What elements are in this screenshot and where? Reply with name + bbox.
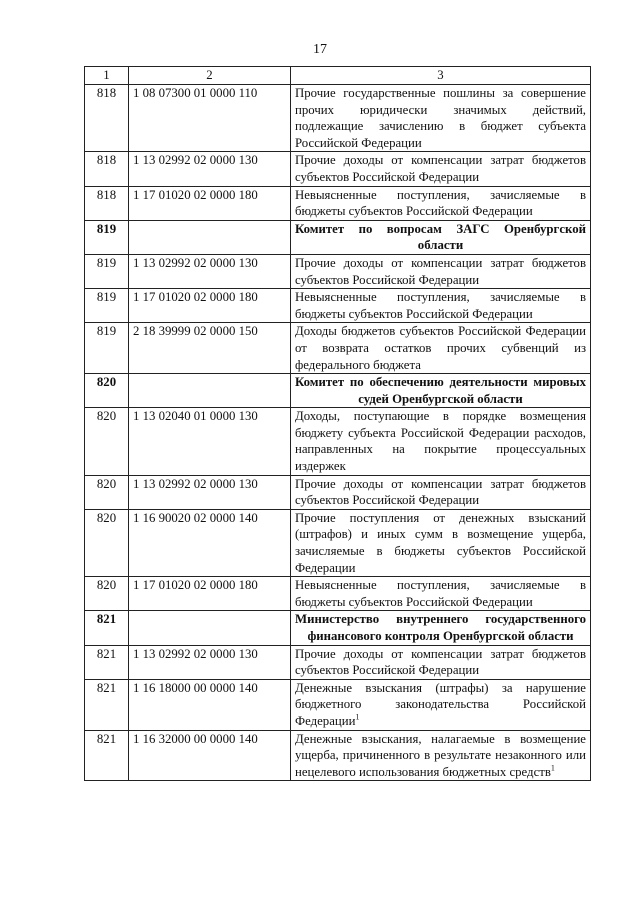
table-row [85, 475, 591, 509]
revenue-code-cell: 1 17 01020 02 0000 180 [129, 577, 291, 611]
administrator-code-cell: 819 [85, 289, 129, 323]
page-number: 17 [313, 42, 327, 57]
revenue-code-cell: 1 13 02992 02 0000 130 [129, 152, 291, 186]
revenue-code-cell: 1 13 02992 02 0000 130 [129, 475, 291, 509]
column-header-3: 3 [291, 67, 591, 85]
revenue-name-text: Денежные взыскания, налагаемые в возмещение ущерба, причиненного в результате незаконного или нецелевого использования бюджетных средств [295, 731, 586, 779]
revenue-name-text: Прочие доходы от компенсации затрат бюджетов субъектов Российской Федерации [295, 646, 586, 678]
administrator-code-cell: 821 [85, 679, 129, 730]
revenue-name-cell [291, 730, 591, 781]
administrator-heading-row [85, 611, 591, 645]
revenue-name-text: Прочие поступления от денежных взысканий (штрафов) и иных сумм в возмещение ущерба, зачисляемые в бюджеты субъектов Российской Федерации [295, 510, 586, 575]
table-row [85, 408, 591, 475]
revenue-name-cell [291, 85, 591, 152]
column-numbers-row [85, 67, 591, 85]
revenue-name-cell [291, 289, 591, 323]
revenue-name-text: Прочие государственные пошлины за совершение прочих юридически значимых действий, подлежащие зачислению в бюджет субъекта Российской Федерации [295, 86, 586, 150]
administrator-code-cell: 821 [85, 611, 129, 645]
administrator-code-cell: 819 [85, 323, 129, 374]
revenue-code-cell: 1 16 90020 02 0000 140 [129, 509, 291, 576]
revenue-name-text: Невыясненные поступления, зачисляемые в бюджеты субъектов Российской Федерации [295, 578, 586, 609]
table-row [85, 323, 591, 374]
table-row [85, 289, 591, 323]
footnote-marker: 1 [550, 763, 555, 773]
revenue-name-text: Министерство внутреннего государственного финансового контроля Оренбургской области [295, 612, 586, 643]
table-row [85, 730, 591, 781]
revenue-code-cell: 1 08 07300 01 0000 110 [129, 85, 291, 152]
revenue-code-cell [129, 374, 291, 408]
revenue-code-cell [129, 611, 291, 645]
administrator-code-cell: 819 [85, 220, 129, 254]
revenue-name-text: Прочие доходы от компенсации затрат бюджетов субъектов Российской Федерации [295, 476, 586, 508]
column-header-2: 2 [129, 67, 291, 85]
administrator-heading-row [85, 374, 591, 408]
table-row [85, 577, 591, 611]
revenue-name-cell [291, 577, 591, 611]
revenue-name-cell [291, 679, 591, 730]
administrator-code-cell: 818 [85, 85, 129, 152]
revenue-name-text: Прочие доходы от компенсации затрат бюджетов субъектов Российской Федерации [295, 255, 586, 287]
revenue-code-cell: 1 16 18000 00 0000 140 [129, 679, 291, 730]
administrator-code-cell: 821 [85, 730, 129, 781]
footnote-marker: 1 [355, 712, 360, 722]
revenue-name-cell [291, 220, 591, 254]
column-header-1: 1 [85, 67, 129, 85]
administrator-code-cell: 819 [85, 254, 129, 288]
table-body [85, 85, 591, 781]
revenue-name-text: Прочие доходы от компенсации затрат бюджетов субъектов Российской Федерации [295, 153, 586, 184]
table-row [85, 645, 591, 679]
table-header [85, 67, 591, 85]
revenue-name-cell [291, 254, 591, 288]
administrator-code-cell: 818 [85, 186, 129, 220]
revenue-name-text: Денежные взыскания (штрафы) за нарушение бюджетного законодательства Российской Федерации [295, 680, 586, 728]
administrator-code-cell: 818 [85, 152, 129, 186]
revenue-codes-table [84, 66, 591, 781]
revenue-name-text: Невыясненные поступления, зачисляемые в бюджеты субъектов Российской Федерации [295, 187, 586, 219]
revenue-name-cell [291, 374, 591, 408]
table-row [85, 254, 591, 288]
revenue-code-cell: 1 13 02992 02 0000 130 [129, 645, 291, 679]
table-row [85, 152, 591, 186]
revenue-code-cell [129, 220, 291, 254]
revenue-name-cell [291, 323, 591, 374]
revenue-name-text: Комитет по вопросам ЗАГС Оренбургской области [295, 221, 586, 253]
revenue-name-cell [291, 408, 591, 475]
revenue-name-cell [291, 186, 591, 220]
revenue-name-cell [291, 475, 591, 509]
administrator-code-cell: 820 [85, 374, 129, 408]
table-row [85, 509, 591, 576]
revenue-name-cell [291, 645, 591, 679]
table-row [85, 85, 591, 152]
administrator-code-cell: 820 [85, 509, 129, 576]
revenue-code-cell: 1 13 02040 01 0000 130 [129, 408, 291, 475]
administrator-code-cell: 821 [85, 645, 129, 679]
revenue-name-cell [291, 509, 591, 576]
revenue-code-cell: 1 17 01020 02 0000 180 [129, 289, 291, 323]
revenue-name-text: Доходы, поступающие в порядке возмещения бюджету субъекта Российской Федерации расходов, направленных на покрытие процессуальных издержек [295, 409, 586, 474]
administrator-code-cell: 820 [85, 408, 129, 475]
revenue-code-cell: 1 16 32000 00 0000 140 [129, 730, 291, 781]
administrator-heading-row [85, 220, 591, 254]
revenue-code-cell: 1 13 02992 02 0000 130 [129, 254, 291, 288]
revenue-name-text: Невыясненные поступления, зачисляемые в бюджеты субъектов Российской Федерации [295, 290, 586, 321]
revenue-name-text: Комитет по обеспечению деятельности мировых судей Оренбургской области [295, 375, 586, 406]
administrator-code-cell: 820 [85, 577, 129, 611]
revenue-code-cell: 1 17 01020 02 0000 180 [129, 186, 291, 220]
administrator-code-cell: 820 [85, 475, 129, 509]
revenue-name-cell [291, 611, 591, 645]
revenue-name-text: Доходы бюджетов субъектов Российской Федерации от возврата остатков прочих субвенций из федерального бюджета [295, 324, 586, 372]
table-row [85, 679, 591, 730]
revenue-code-cell: 2 18 39999 02 0000 150 [129, 323, 291, 374]
revenue-name-cell [291, 152, 591, 186]
table-row [85, 186, 591, 220]
